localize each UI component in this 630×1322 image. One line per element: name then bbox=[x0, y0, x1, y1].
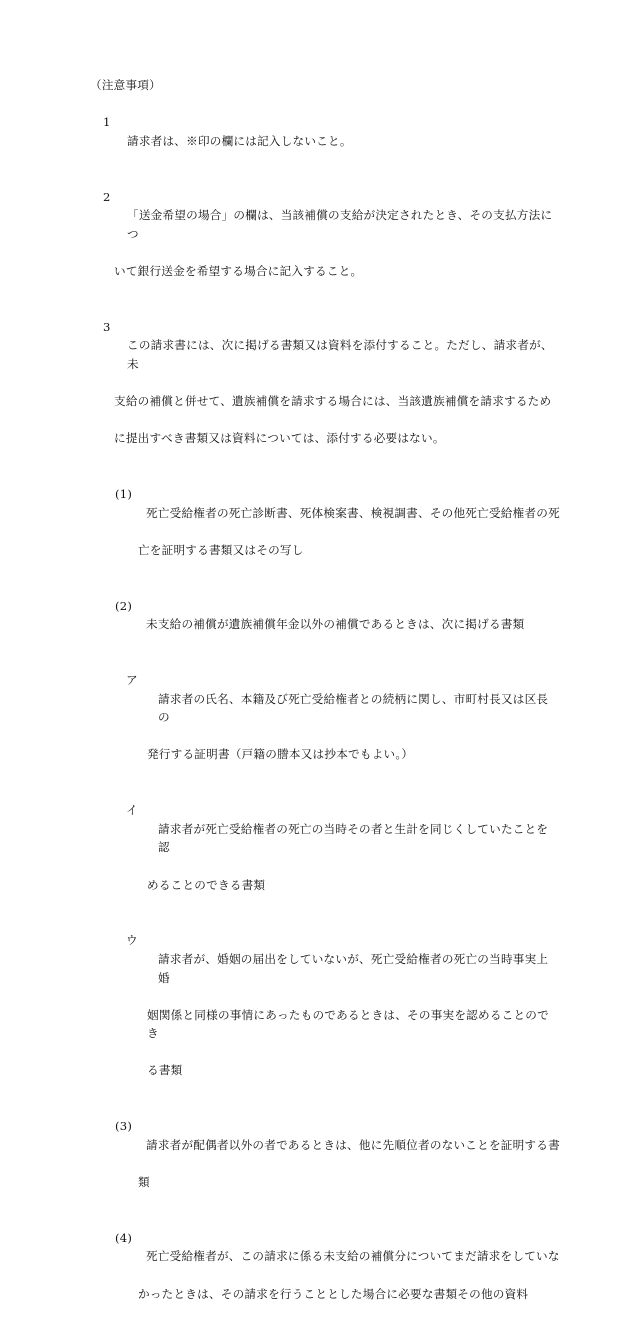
kana-item-a bbox=[90, 652, 560, 782]
note-item-3 bbox=[90, 299, 560, 466]
sub-item-number: (1) bbox=[115, 487, 133, 502]
note-line: 支給の補償と併せて、遺族補償を請求する場合には、当該遺族補償を請求するため bbox=[114, 394, 552, 409]
note-line: この請求書には、次に掲げる書類又は資料を添付すること。ただし、請求者が、未 bbox=[127, 338, 553, 371]
note-number: 2 bbox=[103, 189, 111, 204]
sub-item-number: (3) bbox=[115, 1119, 133, 1134]
note-line: いて銀行送金を希望する場合に記入すること。 bbox=[114, 263, 363, 278]
kana-item-line: 請求者の氏名、本籍及び死亡受給権者との続柄に関し、市町村長又は区長の bbox=[158, 691, 549, 725]
kana-item-line: 請求者が死亡受給権者の死亡の当時その者と生計を同じくしていたことを認 bbox=[158, 821, 549, 855]
kana-item-line: る書類 bbox=[147, 1063, 183, 1078]
sub-item-4 bbox=[90, 1210, 560, 1322]
sub-item-1 bbox=[90, 466, 560, 578]
sub-item-number: (2) bbox=[115, 598, 133, 613]
kana-item-marker: ア bbox=[126, 673, 138, 687]
kana-item-marker: イ bbox=[126, 803, 138, 818]
note-number: 1 bbox=[103, 115, 111, 130]
kana-item-u bbox=[90, 913, 560, 1099]
sub-item-line: 類 bbox=[138, 1175, 150, 1190]
kana-item-line: 請求者が、婚姻の届出をしていないが、死亡受給権者の死亡の当時事実上婚 bbox=[158, 951, 549, 985]
notes-heading: （注意事項） bbox=[90, 78, 161, 92]
note-number: 3 bbox=[103, 319, 111, 334]
sub-item-number: (4) bbox=[115, 1230, 133, 1245]
sub-item-line: 亡を証明する書類又はその写し bbox=[138, 542, 304, 557]
notes-section bbox=[90, 76, 560, 1322]
note-line: 請求者は、※印の欄には記入しないこと。 bbox=[127, 133, 352, 148]
sub-item-line: 死亡受給権者の死亡診断書、死体検案書、検視調書、その他死亡受給権者の死 bbox=[146, 505, 560, 520]
kana-item-i bbox=[90, 783, 560, 913]
sub-item-line: 未支給の補償が遺族補償年金以外の補償であるときは、次に掲げる書類 bbox=[146, 617, 525, 632]
note-item-1 bbox=[90, 95, 560, 169]
note-line: 「送金希望の場合」の欄は、当該補償の支給が決定されたとき、その支払方法につ bbox=[127, 208, 553, 241]
kana-item-line: めることのできる書類 bbox=[147, 877, 266, 892]
kana-item-line: 発行する証明書（戸籍の謄本又は抄本でもよい。） bbox=[147, 747, 414, 762]
kana-item-marker: ウ bbox=[126, 933, 138, 948]
kana-item-line: 姻関係と同様の事情にあったものであるときは、その事実を認めることのでき bbox=[147, 1007, 549, 1041]
note-item-2 bbox=[90, 169, 560, 299]
sub-item-2 bbox=[90, 578, 560, 652]
sub-item-3 bbox=[90, 1099, 560, 1211]
sub-item-line: かったときは、その請求を行うこととした場合に必要な書類その他の資料 bbox=[138, 1286, 529, 1301]
sub-item-line: 請求者が配偶者以外の者であるときは、他に先順位者のないことを証明する書 bbox=[146, 1137, 560, 1152]
note-line: に提出すべき書類又は資料については、添付する必要はない。 bbox=[114, 431, 445, 446]
sub-item-line: 死亡受給権者が、この請求に係る未支給の補償分についてまだ請求をしていな bbox=[146, 1249, 560, 1264]
